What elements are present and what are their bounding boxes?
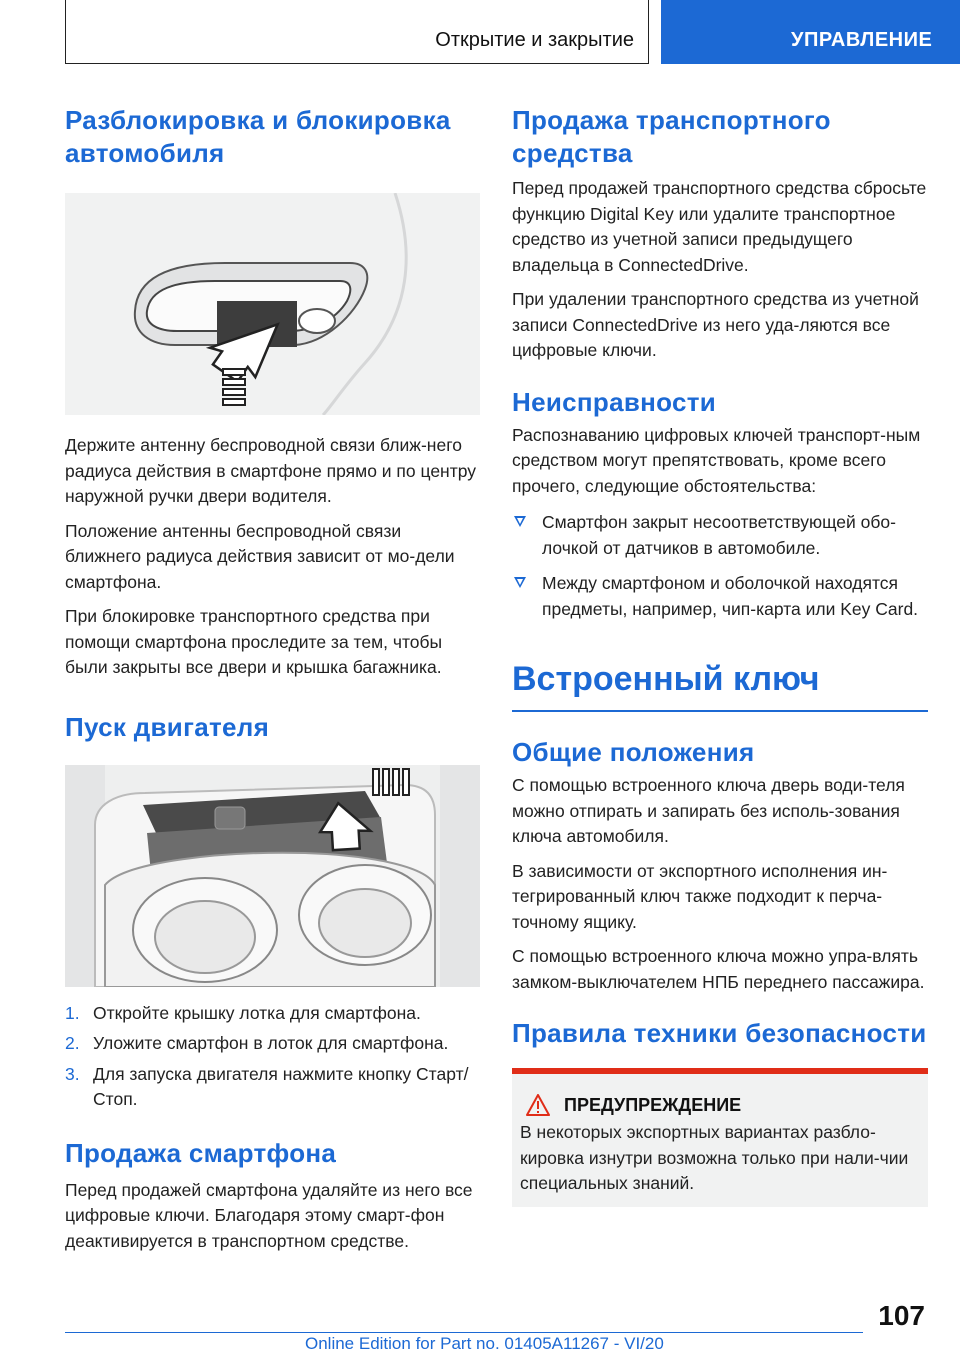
heading-general: Общие положения: [512, 737, 755, 767]
general-paragraph-3: С помощью встроенного ключа можно упра-влять замком-выключателем НПБ переднего пассажира.: [512, 946, 925, 992]
faults-list: [512, 510, 928, 622]
sell-phone-paragraph: Перед продажей смартфона удаляйте из него все цифровые ключи. Благодаря этому смарт-фон деактивируется в транспортном средстве.: [65, 1179, 473, 1251]
footer-edition: Online Edition for Part no. 01405A11267 - VI/20: [305, 1334, 664, 1353]
heading-safety: Правила техники безопасности: [512, 1018, 927, 1048]
step-number: 2.: [65, 1033, 80, 1053]
fault-text: Смартфон закрыт несоответствующей обо-лочкой от датчиков в автомобиле.: [542, 512, 896, 558]
faults-paragraph: Распознаванию цифровых ключей транспорт-ным средством могут препятствовать, кроме всего прочего, следующие обстоятельства:: [512, 424, 921, 496]
triangle-bullet-icon: [514, 577, 526, 588]
step-number: 1.: [65, 1002, 80, 1023]
warning-triangle-icon: [526, 1094, 550, 1116]
step-text: Уложите смартфон в лоток для смартфона.: [93, 1033, 449, 1053]
step-number: 3.: [65, 1063, 80, 1084]
step-text: Для запуска двигателя нажмите кнопку Старт/Стоп.: [93, 1063, 469, 1109]
unlock-paragraph-1: Держите антенну беспроводной связи ближ-него радиуса действия в смартфоне прямо и по центру наружной ручки двери водителя.: [65, 435, 477, 506]
header-chapter-title: УПРАВЛЕНИЕ: [791, 29, 933, 51]
door-handle-drawing: [65, 193, 480, 415]
phone-tray-illustration: [65, 765, 480, 987]
phone-tray-drawing: [65, 765, 480, 987]
heading-faults: Неисправности: [512, 386, 717, 417]
unlock-paragraph-3: При блокировке транспортного средства при помощи смартфона проследите за тем, чтобы были закрыты все двери и крышка багажника.: [65, 606, 443, 677]
triangle-bullet-icon: [514, 516, 526, 527]
sell-vehicle-paragraph-2: При удалении транспортного средства из учетной записи ConnectedDrive из него уда-ляются все цифровые ключи.: [512, 289, 919, 360]
step-item: [65, 1062, 480, 1113]
header-section-box: [65, 0, 649, 64]
right-column: [512, 104, 928, 1207]
sell-vehicle-paragraph-1: Перед продажей транспортного средства сбросьте функцию Digital Key или удалите транспортное средство из учетной записи предыдущего владельца в ConnectedDrive.: [512, 178, 927, 275]
header-section-title: Открытие и закрытие: [435, 29, 634, 51]
engine-start-steps: [65, 1001, 480, 1113]
general-paragraph-2: В зависимости от экспортного исполнения ин-тегрированный ключ также подходит к перча-точному ящику.: [512, 860, 888, 932]
heading-sell-phone: Продажа смартфона: [65, 1137, 337, 1168]
warning-box: [512, 1068, 928, 1207]
fault-item: [512, 571, 928, 622]
fault-text: Между смартфоном и оболочкой находятся предметы, например, чип-карта или Key Card.: [542, 573, 919, 619]
step-item: [65, 1001, 480, 1027]
step-item: [65, 1031, 480, 1057]
warning-header: [520, 1094, 918, 1116]
fault-item: [512, 510, 928, 561]
footer-divider: [65, 1332, 863, 1333]
warning-title: ПРЕДУПРЕЖДЕНИЕ: [564, 1094, 742, 1115]
heading-builtin-key: Встроенный ключ: [512, 660, 820, 698]
heading-unlock-lock: Разблокировка и блокировка автомобиля: [65, 105, 451, 168]
door-handle-illustration: [65, 193, 480, 415]
heading-engine-start: Пуск двигателя: [65, 711, 270, 742]
warning-text: В некоторых экспортных вариантах разбло-кировка изнутри возможна только при нали-чии специальных знаний.: [520, 1122, 909, 1193]
heading-sell-vehicle: Продажа транспортного средства: [512, 105, 831, 168]
page-number: 107: [878, 1300, 925, 1331]
general-paragraph-1: С помощью встроенного ключа дверь води-теля можно отпирать и запирать без исполь-зования ключа автомобиля.: [512, 775, 905, 846]
unlock-paragraph-2: Положение антенны беспроводной связи ближнего радиуса действия зависит от мо-дели смартфона.: [65, 520, 455, 592]
section-divider: [512, 710, 928, 712]
step-text: Откройте крышку лотка для смартфона.: [93, 1002, 421, 1023]
header-chapter-tab: [661, 0, 960, 64]
left-column: [65, 104, 480, 1254]
